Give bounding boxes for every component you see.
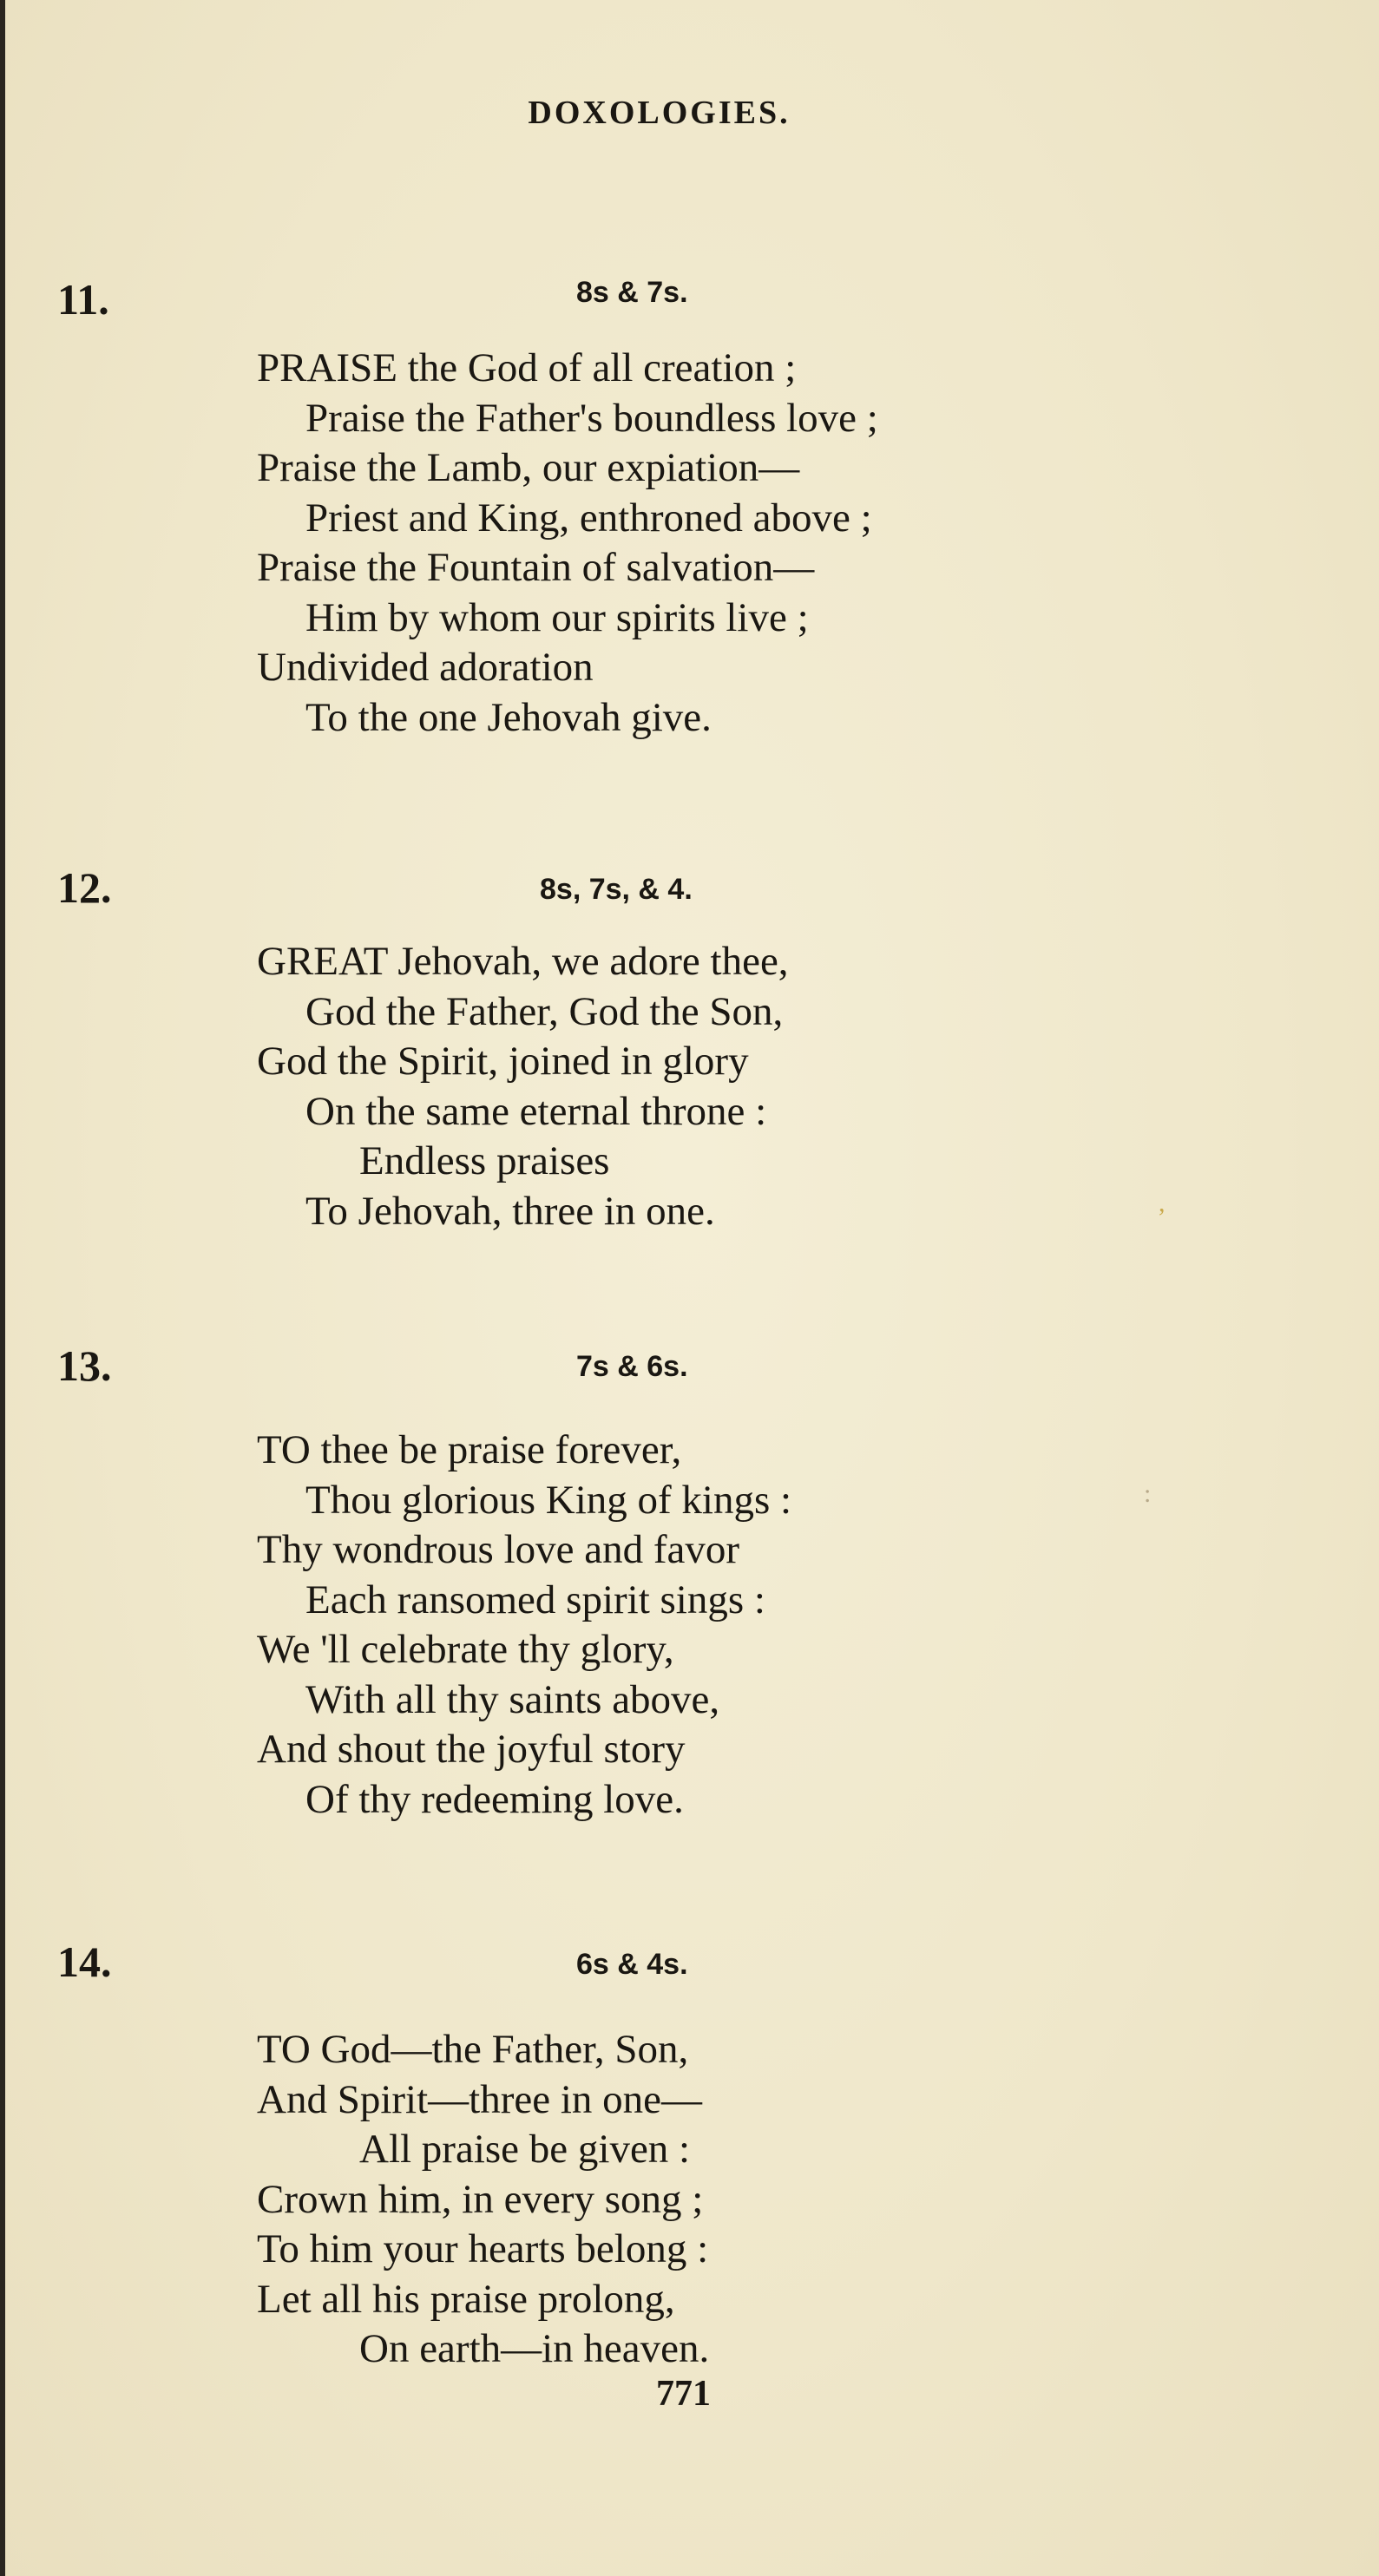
verse-line: And shout the joyful story — [257, 1727, 686, 1772]
running-head: DOXOLOGIES. — [528, 95, 791, 131]
page-number: 771 — [656, 2374, 711, 2414]
paper-blemish: , — [1159, 1189, 1166, 1217]
verse-line: God the Father, God the Son, — [305, 988, 784, 1034]
hymn-verse — [257, 2025, 709, 2375]
verse-line: PRAISE the God of all creation ; — [257, 345, 797, 390]
verse-line: TO thee be praise forever, — [257, 1427, 682, 1472]
hymn-meter: 8s & 7s. — [576, 276, 688, 309]
verse-line: Each ransomed spirit sings : — [305, 1576, 765, 1622]
hymn-number: 12. — [57, 863, 112, 912]
verse-line: Undivided adoration — [257, 645, 594, 690]
verse-line: Of thy redeeming love. — [305, 1776, 684, 1822]
verse-line: Praise the Father's boundless love ; — [305, 395, 878, 441]
hymn-meter: 7s & 6s. — [576, 1350, 688, 1383]
verse-line: Praise the Lamb, our expiation— — [257, 445, 800, 490]
verse-line: Endless praises — [359, 1138, 610, 1183]
verse-line: On earth—in heaven. — [359, 2326, 710, 2371]
verse-line: To the one Jehovah give. — [305, 694, 712, 740]
verse-line: Praise the Fountain of salvation— — [257, 545, 815, 590]
verse-line: On the same eternal throne : — [305, 1088, 767, 1134]
verse-line: All praise be given : — [359, 2127, 691, 2172]
verse-line: Him by whom our spirits live ; — [305, 594, 809, 640]
verse-line: Let all his praise prolong, — [257, 2276, 675, 2322]
hymn-number: 13. — [57, 1341, 112, 1390]
hymn-verse — [257, 1426, 791, 1825]
verse-line: Thy wondrous love and favor — [257, 1527, 740, 1572]
verse-line: We 'll celebrate thy glory, — [257, 1627, 674, 1672]
verse-line: GREAT Jehovah, we adore thee, — [257, 939, 789, 984]
verse-line: To him your hearts belong : — [257, 2226, 709, 2271]
hymn-verse — [257, 937, 789, 1236]
paper-blemish: : — [1144, 1479, 1152, 1508]
hymn-number: 14. — [57, 1937, 112, 1986]
page-gutter-edge — [0, 0, 5, 2576]
verse-line: God the Spirit, joined in glory — [257, 1039, 749, 1084]
hymn-number: 11. — [57, 275, 109, 324]
verse-line: Thou glorious King of kings : — [305, 1477, 792, 1523]
verse-line: To Jehovah, three in one. — [305, 1188, 715, 1234]
verse-line: Crown him, in every song ; — [257, 2176, 704, 2222]
hymn-verse — [257, 344, 878, 743]
verse-line: And Spirit—three in one— — [257, 2076, 703, 2122]
verse-line: Priest and King, enthroned above ; — [305, 495, 872, 541]
hymn-meter: 8s, 7s, & 4. — [540, 873, 693, 906]
verse-line: With all thy saints above, — [305, 1676, 720, 1722]
verse-line: TO God—the Father, Son, — [257, 2027, 689, 2072]
hymn-meter: 6s & 4s. — [576, 1948, 688, 1981]
